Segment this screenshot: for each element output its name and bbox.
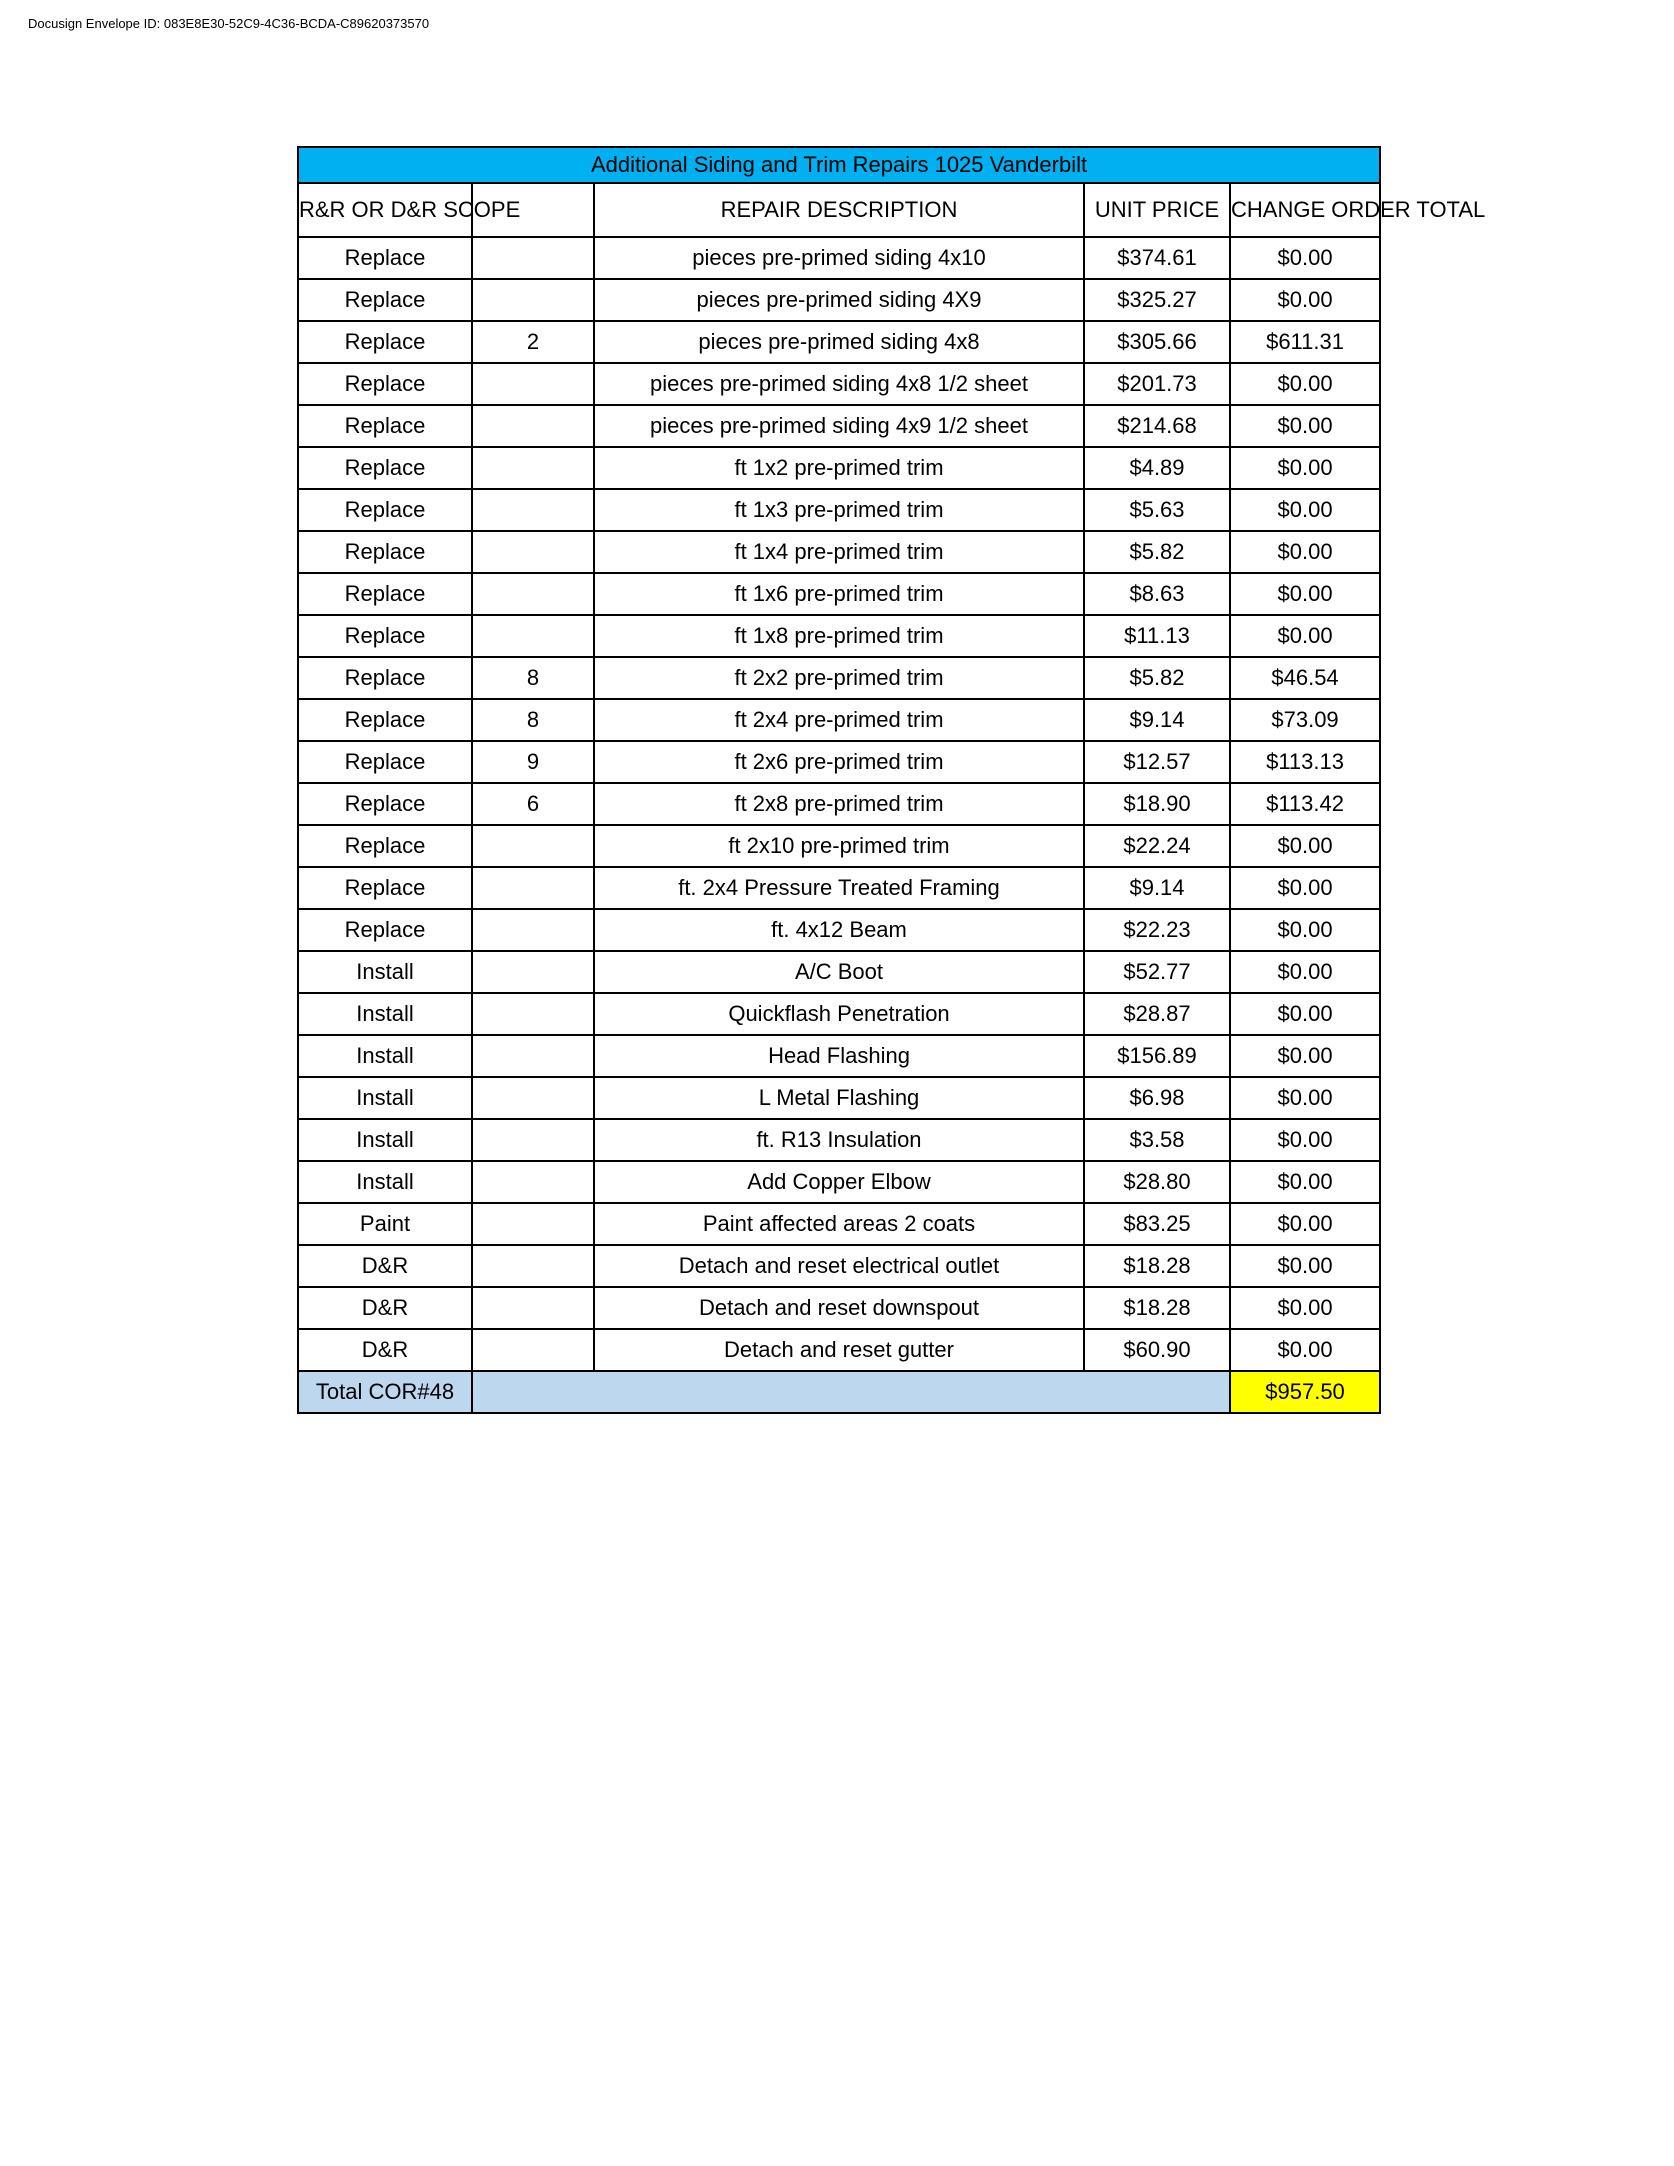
cell-total: $0.00 xyxy=(1230,1329,1380,1371)
table-row xyxy=(298,1077,1380,1119)
cell-scope: Replace xyxy=(298,489,472,531)
cell-scope: Install xyxy=(298,993,472,1035)
cell-description: A/C Boot xyxy=(594,951,1084,993)
table-row xyxy=(298,741,1380,783)
cell-total: $0.00 xyxy=(1230,405,1380,447)
cell-description: Detach and reset downspout xyxy=(594,1287,1084,1329)
cell-qty xyxy=(472,447,594,489)
cell-total: $0.00 xyxy=(1230,1287,1380,1329)
cell-total: $0.00 xyxy=(1230,279,1380,321)
cell-qty: 8 xyxy=(472,657,594,699)
table-row xyxy=(298,699,1380,741)
cell-total: $0.00 xyxy=(1230,573,1380,615)
cell-scope: Replace xyxy=(298,699,472,741)
table-row xyxy=(298,867,1380,909)
header-row xyxy=(298,183,1380,237)
table-row xyxy=(298,531,1380,573)
cell-unit-price: $9.14 xyxy=(1084,699,1230,741)
cell-unit-price: $5.82 xyxy=(1084,531,1230,573)
cell-scope: D&R xyxy=(298,1329,472,1371)
cell-total: $0.00 xyxy=(1230,1245,1380,1287)
cell-qty xyxy=(472,573,594,615)
cell-qty xyxy=(472,1287,594,1329)
cell-qty xyxy=(472,1203,594,1245)
table-row xyxy=(298,447,1380,489)
cell-total: $0.00 xyxy=(1230,993,1380,1035)
table-title: Additional Siding and Trim Repairs 1025 Vanderbilt xyxy=(298,147,1380,183)
cell-scope: Install xyxy=(298,1161,472,1203)
cell-total: $0.00 xyxy=(1230,951,1380,993)
cell-total: $0.00 xyxy=(1230,825,1380,867)
cell-qty xyxy=(472,1077,594,1119)
total-row xyxy=(298,1371,1380,1413)
table-row xyxy=(298,1119,1380,1161)
cell-description: ft. 2x4 Pressure Treated Framing xyxy=(594,867,1084,909)
cell-total: $0.00 xyxy=(1230,363,1380,405)
cell-unit-price: $18.28 xyxy=(1084,1245,1230,1287)
cell-unit-price: $60.90 xyxy=(1084,1329,1230,1371)
cell-unit-price: $305.66 xyxy=(1084,321,1230,363)
table-row xyxy=(298,1203,1380,1245)
cell-scope: D&R xyxy=(298,1287,472,1329)
table-row xyxy=(298,1035,1380,1077)
envelope-id: Docusign Envelope ID: 083E8E30-52C9-4C36-BCDA-C89620373570 xyxy=(28,16,430,31)
cell-scope: Install xyxy=(298,1119,472,1161)
cell-scope: Install xyxy=(298,1035,472,1077)
table-row xyxy=(298,615,1380,657)
table-row xyxy=(298,1329,1380,1371)
cell-qty xyxy=(472,237,594,279)
cell-description: pieces pre-primed siding 4x10 xyxy=(594,237,1084,279)
cell-description: Quickflash Penetration xyxy=(594,993,1084,1035)
cell-qty xyxy=(472,531,594,573)
cell-unit-price: $28.80 xyxy=(1084,1161,1230,1203)
cell-unit-price: $3.58 xyxy=(1084,1119,1230,1161)
cell-qty: 6 xyxy=(472,783,594,825)
cell-description: ft. 4x12 Beam xyxy=(594,909,1084,951)
cell-scope: Replace xyxy=(298,447,472,489)
cell-unit-price: $12.57 xyxy=(1084,741,1230,783)
cell-qty xyxy=(472,1035,594,1077)
title-row xyxy=(298,147,1380,183)
cell-unit-price: $156.89 xyxy=(1084,1035,1230,1077)
cell-scope: Replace xyxy=(298,657,472,699)
cell-unit-price: $4.89 xyxy=(1084,447,1230,489)
table-row xyxy=(298,783,1380,825)
cell-scope: Replace xyxy=(298,615,472,657)
cell-description: Add Copper Elbow xyxy=(594,1161,1084,1203)
cell-unit-price: $8.63 xyxy=(1084,573,1230,615)
cell-scope: Replace xyxy=(298,279,472,321)
header-unit-price: UNIT PRICE xyxy=(1084,183,1230,237)
cell-unit-price: $201.73 xyxy=(1084,363,1230,405)
cell-qty xyxy=(472,363,594,405)
cell-qty xyxy=(472,1245,594,1287)
cell-qty xyxy=(472,867,594,909)
cell-description: pieces pre-primed siding 4x8 1/2 sheet xyxy=(594,363,1084,405)
cell-scope: Replace xyxy=(298,909,472,951)
cell-total: $46.54 xyxy=(1230,657,1380,699)
cell-description: pieces pre-primed siding 4x9 1/2 sheet xyxy=(594,405,1084,447)
cell-qty xyxy=(472,1119,594,1161)
cell-description: ft 2x10 pre-primed trim xyxy=(594,825,1084,867)
cell-total: $0.00 xyxy=(1230,489,1380,531)
table-row xyxy=(298,573,1380,615)
header-scope: R&R OR D&R SCOPE xyxy=(298,183,472,237)
cell-total: $0.00 xyxy=(1230,1119,1380,1161)
cell-total: $113.13 xyxy=(1230,741,1380,783)
cell-description: ft 1x2 pre-primed trim xyxy=(594,447,1084,489)
table-row xyxy=(298,951,1380,993)
cell-description: Detach and reset electrical outlet xyxy=(594,1245,1084,1287)
cell-description: pieces pre-primed siding 4X9 xyxy=(594,279,1084,321)
cell-unit-price: $22.23 xyxy=(1084,909,1230,951)
change-order-sheet xyxy=(297,146,1486,1414)
cell-total: $73.09 xyxy=(1230,699,1380,741)
cell-total: $0.00 xyxy=(1230,1035,1380,1077)
cell-qty: 8 xyxy=(472,699,594,741)
cell-qty: 9 xyxy=(472,741,594,783)
table-row xyxy=(298,1287,1380,1329)
cell-scope: Replace xyxy=(298,531,472,573)
cell-description: ft 1x8 pre-primed trim xyxy=(594,615,1084,657)
cell-description: Detach and reset gutter xyxy=(594,1329,1084,1371)
cell-unit-price: $214.68 xyxy=(1084,405,1230,447)
cell-total: $113.42 xyxy=(1230,783,1380,825)
cell-unit-price: $22.24 xyxy=(1084,825,1230,867)
cell-qty xyxy=(472,405,594,447)
cell-unit-price: $9.14 xyxy=(1084,867,1230,909)
cell-description: L Metal Flashing xyxy=(594,1077,1084,1119)
table-rows xyxy=(298,237,1380,1371)
table-row xyxy=(298,1161,1380,1203)
cell-scope: Install xyxy=(298,1077,472,1119)
cell-scope: Replace xyxy=(298,783,472,825)
cell-unit-price: $374.61 xyxy=(1084,237,1230,279)
table-row xyxy=(298,405,1380,447)
cell-unit-price: $325.27 xyxy=(1084,279,1230,321)
table-row xyxy=(298,321,1380,363)
cell-qty xyxy=(472,1161,594,1203)
cell-unit-price: $52.77 xyxy=(1084,951,1230,993)
cell-total: $0.00 xyxy=(1230,531,1380,573)
cell-description: ft 2x6 pre-primed trim xyxy=(594,741,1084,783)
cell-total: $0.00 xyxy=(1230,1077,1380,1119)
cell-description: ft. R13 Insulation xyxy=(594,1119,1084,1161)
cell-total: $0.00 xyxy=(1230,237,1380,279)
cell-scope: D&R xyxy=(298,1245,472,1287)
cell-qty xyxy=(472,1329,594,1371)
cell-unit-price: $28.87 xyxy=(1084,993,1230,1035)
cell-scope: Replace xyxy=(298,867,472,909)
cell-qty xyxy=(472,909,594,951)
table-row xyxy=(298,237,1380,279)
cell-description: ft 2x8 pre-primed trim xyxy=(594,783,1084,825)
table-row xyxy=(298,993,1380,1035)
cell-unit-price: $18.90 xyxy=(1084,783,1230,825)
cell-unit-price: $18.28 xyxy=(1084,1287,1230,1329)
cell-total: $0.00 xyxy=(1230,1161,1380,1203)
table-row xyxy=(298,489,1380,531)
cell-qty xyxy=(472,615,594,657)
table-row xyxy=(298,657,1380,699)
cell-total: $0.00 xyxy=(1230,909,1380,951)
header-total: CHANGE ORDER TOTAL xyxy=(1230,183,1380,237)
table-row xyxy=(298,909,1380,951)
cell-description: ft 2x4 pre-primed trim xyxy=(594,699,1084,741)
cell-total: $0.00 xyxy=(1230,615,1380,657)
total-label: Total COR#48 xyxy=(298,1371,472,1413)
cell-description: ft 1x3 pre-primed trim xyxy=(594,489,1084,531)
cell-description: Paint affected areas 2 coats xyxy=(594,1203,1084,1245)
cell-scope: Replace xyxy=(298,363,472,405)
cell-qty xyxy=(472,825,594,867)
cell-scope: Replace xyxy=(298,321,472,363)
table-row xyxy=(298,1245,1380,1287)
cell-total: $611.31 xyxy=(1230,321,1380,363)
cell-description: ft 1x6 pre-primed trim xyxy=(594,573,1084,615)
cell-qty xyxy=(472,489,594,531)
cell-scope: Paint xyxy=(298,1203,472,1245)
table-row xyxy=(298,825,1380,867)
total-value: $957.50 xyxy=(1230,1371,1380,1413)
cell-unit-price: $6.98 xyxy=(1084,1077,1230,1119)
cell-qty xyxy=(472,951,594,993)
cell-total: $0.00 xyxy=(1230,867,1380,909)
cell-qty: 2 xyxy=(472,321,594,363)
table-row xyxy=(298,363,1380,405)
cell-total: $0.00 xyxy=(1230,447,1380,489)
cell-description: pieces pre-primed siding 4x8 xyxy=(594,321,1084,363)
cell-unit-price: $83.25 xyxy=(1084,1203,1230,1245)
cell-qty xyxy=(472,993,594,1035)
cell-total: $0.00 xyxy=(1230,1203,1380,1245)
cell-description: ft 2x2 pre-primed trim xyxy=(594,657,1084,699)
cell-scope: Replace xyxy=(298,573,472,615)
cell-scope: Replace xyxy=(298,405,472,447)
cell-scope: Replace xyxy=(298,825,472,867)
cell-unit-price: $5.63 xyxy=(1084,489,1230,531)
cell-scope: Install xyxy=(298,951,472,993)
cell-unit-price: $11.13 xyxy=(1084,615,1230,657)
cell-scope: Replace xyxy=(298,741,472,783)
change-order-table xyxy=(297,146,1486,1414)
cell-description: Head Flashing xyxy=(594,1035,1084,1077)
cell-description: ft 1x4 pre-primed trim xyxy=(594,531,1084,573)
total-filler xyxy=(472,1371,1230,1413)
cell-unit-price: $5.82 xyxy=(1084,657,1230,699)
header-description: REPAIR DESCRIPTION xyxy=(594,183,1084,237)
cell-qty xyxy=(472,279,594,321)
table-row xyxy=(298,279,1380,321)
cell-scope: Replace xyxy=(298,237,472,279)
